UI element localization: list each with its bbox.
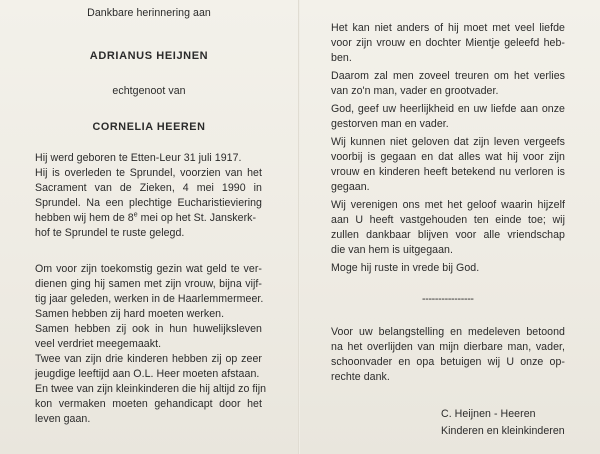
text-line: Sacrament van de Zieken, 4 mei 1990 in	[35, 182, 262, 194]
fold-line	[298, 0, 300, 454]
text-line: gegaan.	[331, 181, 370, 193]
text-line: Voor uw belangstelling en medeleven betoond	[331, 326, 565, 338]
spouse-label: echtgenoot van	[112, 85, 186, 97]
text-line: kon vermaken moeten gehandicapt door het	[35, 398, 262, 410]
text-line: gestorven man en vader.	[331, 118, 449, 130]
text-line: Hij is overleden te Sprundel, voorzien van het	[35, 167, 262, 179]
text-line: die van hem is uitgegaan.	[331, 244, 453, 256]
text-line: Daarom zal men zoveel treuren om het verlies	[331, 70, 565, 82]
text-line: En twee van zijn kleinkinderen die hij altijd zo fijn	[35, 383, 267, 395]
text-part: hebben wij hem de 8	[35, 212, 134, 224]
text-line: voorbij is gegaan en dat alles wat hij voor zijn	[331, 151, 565, 163]
text-part: mei op het St. Janskerk-	[137, 212, 257, 224]
text-line: na het overlijden van mijn dierbare man, vader,	[331, 341, 565, 353]
text-line: leven gaan.	[35, 413, 91, 425]
superscript: e	[133, 211, 138, 219]
text-line-with-superscript	[35, 212, 262, 225]
text-line: God, geef uw heerlijkheid en uw liefde aan onze	[331, 103, 565, 115]
spouse-name: CORNELIA HEEREN	[92, 121, 206, 133]
text-line: schoonvader en opa betuigen wij U onze op-	[331, 356, 565, 368]
text-line: tig jaar geleden, werken in de Haarlemmermeer.	[35, 293, 264, 305]
deceased-name: ADRIANUS HEIJNEN	[89, 50, 209, 62]
text-line: Wij kunnen niet geloven dat zijn leven vergeefs	[331, 136, 565, 148]
text-line: jeugdige leeftijd aan O.L. Heer moeten afstaan.	[35, 368, 260, 380]
text-line: ben.	[331, 52, 352, 64]
heading: Dankbare herinnering aan	[87, 7, 211, 19]
text-line: zullen dankbaar blijven voor alle vriendschap	[331, 229, 565, 241]
text-line: voor zijn vrouw en dochter Mientje geleefd heb-	[331, 37, 565, 49]
text-line: van zo'n man, vader en grootvader.	[331, 85, 499, 97]
text-line: Wij verenigen ons met het geloof waarin hijzelf	[331, 199, 565, 211]
text-line: Moge hij ruste in vrede bij God.	[331, 262, 480, 274]
text-line: rechte dank.	[331, 371, 390, 383]
text-line: vrouw en kinderen heeft betekend nu verloren is	[331, 166, 565, 178]
text-line: dienen ging hij samen met zijn vrouw, bijna vijf-	[35, 278, 262, 290]
separator: ----------------	[422, 293, 474, 305]
text-line: Samen hebben zij hard moeten werken.	[35, 308, 225, 320]
text-line: Samen hebben zij ook in hun huwelijksleven	[35, 323, 262, 335]
signature-family: Kinderen en kleinkinderen	[441, 425, 565, 437]
text-line: veel verdriet meegemaakt.	[35, 338, 162, 350]
text-line: Hij werd geboren te Etten-Leur 31 juli 1917.	[35, 152, 242, 164]
text-line: aan U heeft vastgehouden ten einde toe; wij	[331, 214, 565, 226]
text-line: Twee van zijn drie kinderen hebben zij op zeer	[35, 353, 262, 365]
text-line: Het kan niet anders of hij moet met veel liefde	[331, 22, 565, 34]
text-line: Sprundel. Na een plechtige Eucharistieviering	[35, 197, 262, 209]
text-line: Om voor zijn toekomstig gezin wat geld te ver-	[35, 263, 262, 275]
text-line: hof te Sprundel te ruste gelegd.	[35, 227, 185, 239]
signature-name: C. Heijnen - Heeren	[441, 408, 536, 420]
